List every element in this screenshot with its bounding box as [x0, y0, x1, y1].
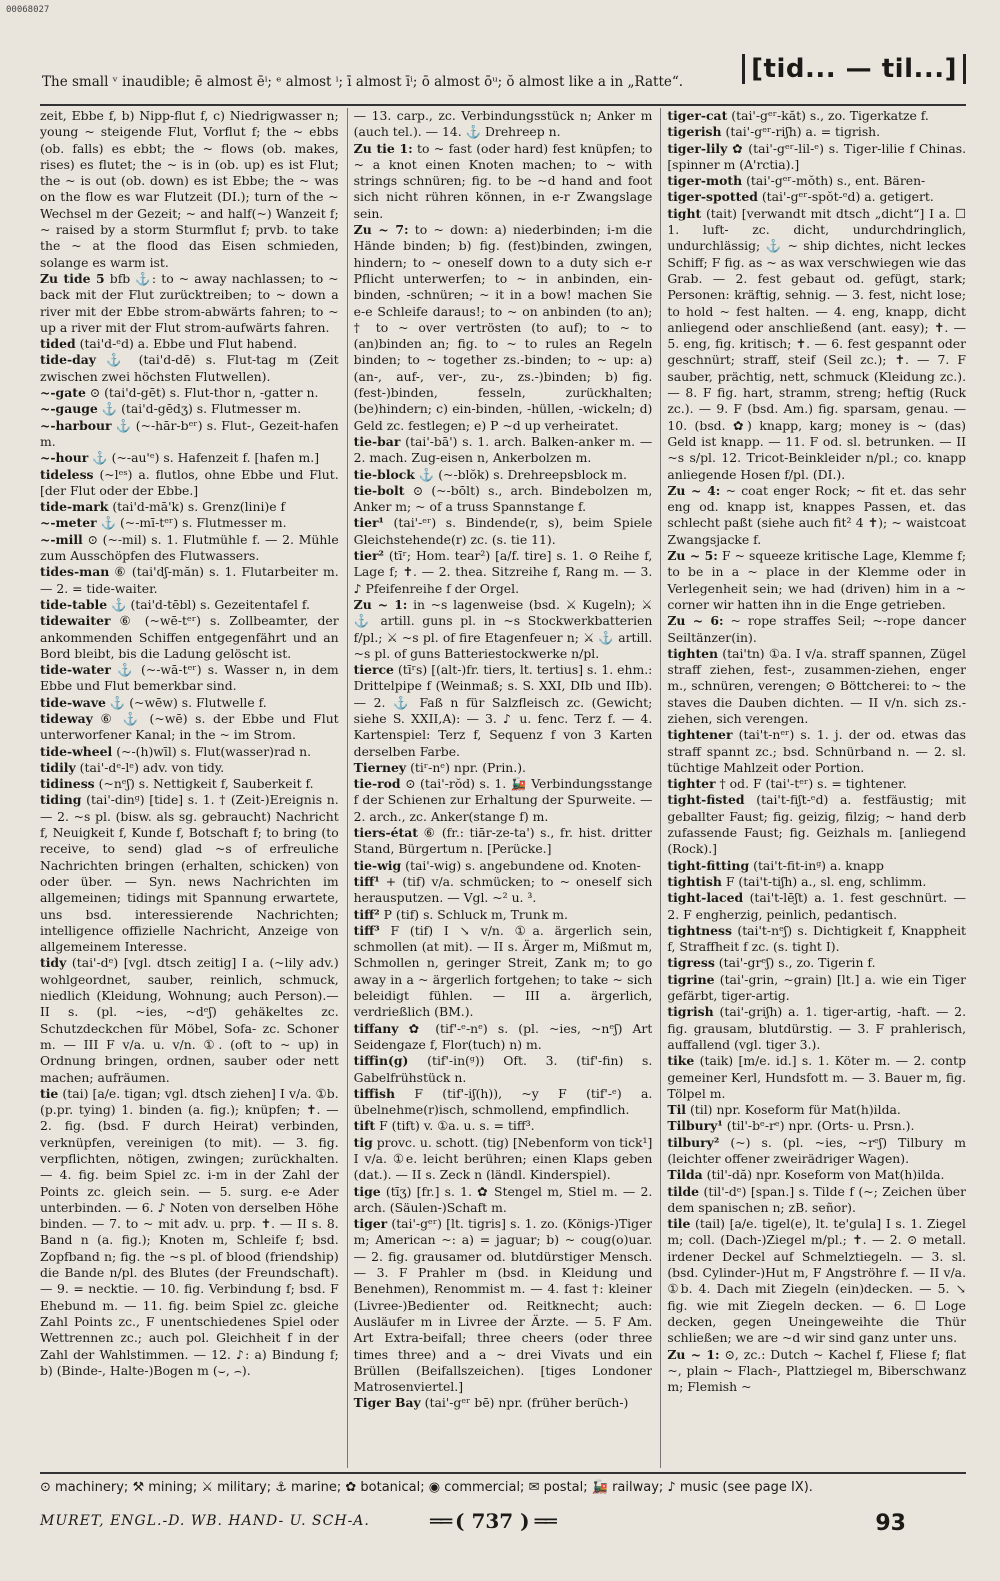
dictionary-entry	[40, 695, 339, 711]
entry-definition: F (tif) I ↘ v/n. ①a. ärgerlich sein, schmollen (at mit). — II s. Ärger m, Mißmut m, Schmollen n, geringer Streit, Zank m; to go away in a ~ ärgerlich fortgehen; to take ~ sich beleidigt fühlen. — III a. ärgerlich, verdrießlich (BM.).	[353, 922, 653, 1020]
entry-definition: ⚓ (~-au'ᵉ) s. Hafenzeit f. [hafen m.]	[92, 450, 320, 466]
entry-headword: Tiger Bay	[353, 1395, 421, 1411]
dictionary-entry	[40, 450, 339, 466]
entry-headword: tiff²	[353, 906, 380, 922]
dictionary-entry	[40, 385, 339, 401]
entry-definition: (tīʳs) [(alt-)fr. tiers, lt. tertius] s. 1. ehm.: Drittelpipe f (Weinmaß; s. S. XXI, DIb und IIb). — 2. ⚓ Faß n für Salzfleisch zc. (Gewicht; siehe S. XXII,A): — 3. ♪ u. fenc. Terz f. — 4. Kartenspiel: Terz f, Sequenz f von 3 Karten derselben Farbe.	[353, 662, 653, 759]
dictionary-entry	[667, 923, 966, 956]
entry-definition: (tai'-dinᵍ) [tide] s. 1. † (Zeit-)Ereignis n. — 2. ~s pl. (bisw. als sg. gebraucht) Nachricht f, Neuigkeit f, Kunde f, Botschaft f; to bring (to receive, to send) glad ~s of erfreuliche Nachrichten bringen (erhalten, schicken) von oder über. — Syn. news Nachrichten im allgemeinen; tidings mit Spannung erwartete, uns bsd. interessierende Nachrichten; intelligence offizielle Nachricht, Anzeige von allgemeinem Interesse.	[40, 792, 339, 955]
entry-headword: tie-bar	[353, 433, 401, 449]
entry-headword: tie-rod	[353, 776, 401, 792]
entry-definition: (tai't-nᵉʃ) s. Dichtigkeit f, Knappheit f, Straffheit f zc. (s. tight I).	[667, 922, 967, 955]
dictionary-entry	[667, 1216, 966, 1346]
dictionary-entry	[40, 564, 339, 597]
entry-headword: tidily	[40, 759, 76, 775]
entry-headword: tiffany	[353, 1020, 399, 1036]
entry-headword: tightener	[667, 727, 733, 743]
entry-headword: Tilda	[667, 1167, 703, 1183]
entry-definition: (til) npr. Koseform für Mat(h)ilda.	[689, 1102, 901, 1118]
entry-definition: (tīʳ; Hom. tear²) [a/f. tire] s. 1. ⊙ Reihe f, Lage f; ✝. — 2. thea. Sitzreihe f, Rang m. — 3. ♪ Pfeifenreihe f der Orgel.	[353, 548, 653, 596]
entry-headword: tig	[353, 1134, 373, 1150]
entry-definition: (~-(h)wīl) s. Flut(wasser)rad n.	[116, 743, 312, 759]
dictionary-entry	[40, 711, 339, 744]
dictionary-entry	[667, 874, 966, 890]
entry-headword: Zu ~ 1:	[353, 596, 408, 612]
entry-headword: tide-day	[40, 352, 97, 368]
dictionary-entry	[667, 1347, 966, 1396]
entry-headword: tiffin(g)	[353, 1053, 409, 1069]
entry-headword: tigrish	[667, 1004, 714, 1020]
entry-headword: tight-fisted	[667, 792, 745, 808]
entry-definition: ⑥ (~wē-tᵉʳ) s. Zollbeamter, der ankommenden Schiffen entgegenfährt und an Bord bleibt, bis die Ladung gelöscht ist.	[40, 613, 339, 661]
dictionary-entry	[667, 613, 966, 646]
entry-definition: (~nᵉʃ) s. Nettigkeit f, Sauberkeit f.	[98, 776, 314, 792]
entry-definition: † od. F (tai'-tᵉʳ) s. = tightener.	[719, 776, 907, 792]
dictionary-entry	[354, 548, 653, 597]
dictionary-entry	[667, 548, 966, 613]
dictionary-entry	[354, 1118, 653, 1134]
dictionary-entry	[354, 776, 653, 825]
dictionary-entry	[667, 173, 966, 189]
entry-definition: (tai) [a/e. tigan; vgl. dtsch ziehen] I v/a. ①b. (p.pr. tying) 1. binden (a. fig.); knüpfen; ✝. — 2. fig. (bsd. F durch Heirat) verbinden, verknüpfen, vereinigen (to mit). — 3. fig. verpflichten, nötigen, zwingen; zurückhalten. — 4. fig. beim Spiel zc. i-m in der Zahl der Points zc. gleich sein. — 5. surg. e-e Ader unterbinden. — 6. ♪ Noten von derselben Höhe binden. — 7. to ~ mit adv. u. prp. ✝. — II s. 8. Band n (a. fig.); Knoten m, Schleife f; bsd. Zopfband n; fig. the ~s pl. of blood (friendship) die Bande n/pl. des Blutes (der Freundschaft). — 9. = necktie. — 10. fig. Verbindung f; bsd. F Ehebund m. — 11. fig. beim Spiel zc. gleiche Zahl Points zc., F unentschiedenes Spiel oder Wettrennen zc.; auch pol. Gleichheit f in der Zahl der Wahlstimmen. — 12. ♪: a) Bindung f; b) (Binde-, Halte-)Bogen m (⌣, ⌢).	[40, 1085, 339, 1378]
dictionary-entry	[40, 760, 339, 776]
entry-headword: tiger-spotted	[667, 189, 758, 205]
entry-headword: tight-fitting	[667, 857, 750, 873]
entry-definition: (tai'-dᵉ-lᵉ) adv. von tidy.	[79, 759, 225, 775]
entry-definition: (tai't-nᵉʳ) s. 1. j. der od. etwas das straff spannt zc.; bsd. Schnürband n. — 2. sl. tüchtige Mahlzeit oder Portion.	[667, 727, 967, 775]
entry-definition: (tai't-fiʃt-ᵉd) a. festfäustig; mit geballter Faust; fig. geizig, filzig; ~ hand derb zufassende Faust; fig. Geizhals m. [anliegend (Rock).]	[667, 792, 967, 857]
entry-definition: (tai'-wig) s. angebundene od. Knoten-	[405, 857, 641, 873]
entry-headword: tided	[40, 336, 76, 352]
entry-definition: provc. u. schott. (tig) [Nebenform von tick¹] I v/a. ①e. leicht berühren; einen Klaps geben (dat.). — II s. Zeck n (ländl. Kinderspiel).	[353, 1134, 653, 1183]
dictionary-entry	[354, 760, 653, 776]
dictionary-entry	[354, 1184, 653, 1217]
entry-definition: (tiʳ-nᵉ) npr. (Prin.).	[410, 759, 526, 775]
entry-definition: zeit, Ebbe f, b) Nipp-flut f, c) Niedrigwasser n; young ~ steigende Flut, Vorflut f; the ~ ebbs (ob. falls) es ebbt; the ~ flows (ob. makes, rises) es flutet; the ~ is in (ob. up) es ist Flut; the ~ is out (ob. down) es ist Ebbe; the ~ was on the flow es war Flutzeit (DI.); turn of the ~ Wechsel m der Gezeit; ~ and half(~) Wanzeit f; ~ raised by a storm Sturmflut f; prvb. to take the ~ at the flood das Eisen schmieden, solange es warm ist.	[40, 108, 339, 270]
entry-definition: (tai'-gᵉʳ-spŏt-ᵉd) a. getigert.	[761, 189, 934, 205]
entry-headword: tike	[667, 1053, 695, 1069]
dictionary-entry	[40, 744, 339, 760]
entry-definition: ⊙ (~-mil) s. 1. Flutmühle f. — 2. Mühle zum Ausschöpfen des Flutwassers.	[40, 531, 339, 564]
entry-headword: Tierney	[353, 759, 407, 775]
entry-headword: tightness	[667, 922, 733, 938]
entry-definition: ⚓ (~-mī-tᵉʳ) s. Flutmesser m.	[100, 515, 287, 531]
page-number: ══ ( 737 ) ══	[430, 1509, 555, 1533]
dictionary-entry	[40, 776, 339, 792]
entry-definition: ⚓ (~wēw) s. Flutwelle f.	[109, 694, 267, 710]
dictionary-entry	[667, 1184, 966, 1217]
entry-definition: ⊙, zc.: Dutch ~ Kachel f, Fliese f; flat ~, plain ~ Flach-, Plattziegel m, Biberschwanz m; Flemish ~	[667, 1346, 967, 1395]
entry-headword: Zu ~ 5:	[667, 548, 718, 564]
entry-headword: tides-man	[40, 564, 110, 580]
entry-headword: tigerish	[667, 124, 722, 140]
dictionary-entry	[40, 662, 339, 695]
entry-definition: (tai'-gᵉʳ-riʃh) a. = tigrish.	[725, 124, 881, 140]
entry-definition: ~ rope straffes Seil; ~-rope dancer Seiltänzer(in).	[667, 613, 966, 645]
entry-headword: tier¹	[353, 515, 384, 531]
entry-definition: ✿ (tai'-gᵉʳ-lil-ᵉ) s. Tiger-lilie f Chinas. [spinner m (A'rctia).]	[667, 140, 967, 172]
dictionary-entry	[354, 1135, 653, 1184]
page-number-text: ( 737 )	[455, 1509, 530, 1533]
dictionary-entry	[667, 124, 966, 140]
entry-definition: (tai'd-mā'k) s. Grenz(lini)e f	[112, 499, 286, 515]
dictionary-entry	[40, 532, 339, 565]
dictionary-entry	[667, 1004, 966, 1053]
entry-definition: in ~s lagenweise (bsd. ⚔ Kugeln); ⚔ ⚓ artill. guns pl. in ~s Stockwerkbatterien f/pl.; ⚔ ~s pl. of fire Etagenfeuer n; ⚔ ⚓ artill. ~s pl. of guns Batteriestockwerke n/pl.	[353, 596, 653, 661]
dictionary-entry	[40, 792, 339, 955]
entry-headword: tilde	[667, 1183, 700, 1199]
entry-headword: Zu ~ 4:	[667, 482, 721, 498]
entry-definition: (tai'-gᵉʳ-kăt) s., zo. Tigerkatze f.	[731, 108, 929, 123]
entry-headword: tide-water	[40, 662, 111, 678]
dictionary-entry	[354, 907, 653, 923]
entry-definition: (tai'-grin, ~grain) [lt.] a. wie ein Tiger gefärbt, tiger-artig.	[667, 971, 966, 1004]
entry-definition: (tīʒ) [fr.] s. 1. ✿ Stengel m, Stiel m. — 2. arch. (Säulen-)Schaft m.	[353, 1183, 653, 1215]
entry-definition: ⚓ (~-wā-tᵉʳ) s. Wasser n, in dem Ebbe und Flut bemerkbar sind.	[40, 662, 339, 694]
entry-headword: tiff¹	[353, 873, 380, 889]
entry-headword: tige	[353, 1183, 381, 1199]
entry-headword: ~-gate	[40, 385, 86, 401]
dictionary-entry	[354, 1021, 653, 1054]
entry-definition: P (tif) s. Schluck m, Trunk m.	[383, 906, 568, 922]
entry-headword: ~-mill	[40, 531, 83, 547]
page-footer	[40, 1472, 966, 1545]
dictionary-entry	[40, 1086, 339, 1379]
entry-definition: to ~ down: a) niederbinden; i-m die Hände binden; b) fig. (fest)binden, zwingen, hindern; to ~ oneself down to a duty sich e-r Pflicht unterwerfen; to ~ in anbinden, ein-binden, -schnüren; ~ it in a bow! machen Sie e-e Schleife daraus!; to ~ on anbinden (to an); † to ~ over vertrösten (to auf); to ~ to (an)binden an; fig. to ~ to rules an Regeln binden; to ~ together zs.-binden; to ~ up: a) (an-, auf-, ver-, zu-, zs.-)binden; b) fig. (fest-)binden, fesseln, zurückhalten; (be)hindern; c) ein-binden, -hüllen, -wickeln; d) Geld zc. festlegen; e) P ~d up verheiratet.	[353, 222, 653, 433]
entry-definition: (tai'd-ᵉd) a. Ebbe und Flut habend.	[79, 336, 298, 352]
dictionary-entry	[40, 108, 339, 271]
page-header	[40, 52, 966, 106]
entry-headword: Tilbury¹	[667, 1118, 723, 1134]
dictionary-entry	[40, 597, 339, 613]
dictionary-entry	[667, 1102, 966, 1118]
entry-headword: tiger	[353, 1216, 388, 1232]
entry-definition: F (tift) v. ①a. u. s. = tiff³.	[379, 1118, 535, 1134]
dictionary-entry	[40, 352, 339, 385]
entry-definition: ⚓ (~-blŏk) s. Drehreepsblock m.	[418, 466, 627, 482]
entry-definition: ⚓ (~-hār-bᵉʳ) s. Flut-, Gezeit-hafen m.	[40, 417, 339, 449]
dictionary-entry	[667, 955, 966, 971]
entry-definition: (~) s. (pl. ~ies, ~rᵉʃ) Tilbury m (leichter offener zweirädriger Wagen).	[667, 1134, 966, 1166]
entry-definition: (tai't-fit-inᵍ) a. knapp	[753, 857, 884, 873]
dictionary-entry	[667, 206, 966, 483]
entry-headword: tierce	[353, 662, 394, 678]
dictionary-entry	[40, 515, 339, 531]
entry-headword: tightish	[667, 873, 722, 889]
entry-definition: (~lᵉˢ) a. flutlos, ohne Ebbe und Flut. [der Flut oder der Ebbe.]	[40, 466, 339, 498]
dictionary-entry	[40, 467, 339, 500]
dictionary-entry	[667, 776, 966, 792]
entry-definition: F ~ squeeze kritische Lage, Klemme f; to be in a ~ place in der Klemme oder in Verlegenheit sein; we had (driven) him in a ~ corner wir hatten ihn in die Enge getrieben.	[667, 548, 967, 612]
dictionary-entry	[354, 108, 653, 141]
entry-headword: tidewaiter	[40, 613, 111, 629]
dictionary-entry	[667, 890, 966, 923]
dictionary-entry	[667, 108, 966, 124]
entry-headword: tigrine	[667, 971, 715, 987]
dictionary-entry	[667, 483, 966, 548]
dictionary-entry	[667, 972, 966, 1005]
entry-definition: (tai'-ᵉʳ) s. Bindende(r, s), beim Spiele Gleichstehende(r) zc. (s. tie 11).	[353, 515, 653, 547]
entry-definition: to ~ fast (oder hard) fest knüpfen; to ~ a knot einen Knoten machen; to ~ with strings schnüren; fig. to be ~d hand and foot sich nicht rühren können, in e-r Zwangslage sein.	[353, 140, 653, 221]
dictionary-entry	[354, 825, 653, 858]
entry-headword: tighten	[667, 645, 719, 661]
entry-definition: ~ coat enger Rock; ~ fit et. das sehr eng od. knapp ist, knappes Passen, et. das schlecht paßt (siehe auch fit² 4 ✝); ~ waistcoat Zwangsjacke f.	[667, 482, 967, 547]
dictionary-entry	[354, 1053, 653, 1086]
column-left	[40, 108, 339, 1468]
entry-definition: + (tif) v/a. schmücken; to ~ oneself sich herausputzen. — Vgl. ~² u. ³.	[353, 873, 653, 906]
entry-definition: ✿ (tif'-ᵉ-nᵉ) s. (pl. ~ies, ~nᵉʃ) Art Seidengaze f, Flor(tuch) n) m.	[353, 1020, 653, 1052]
dictionary-entry	[40, 418, 339, 451]
scan-id: 00068027	[6, 5, 50, 15]
entry-headword: tide-table	[40, 596, 108, 612]
dictionary-entry	[354, 467, 653, 483]
dictionary-entry	[667, 1167, 966, 1183]
dictionary-entry	[667, 1135, 966, 1168]
dictionary-entry	[354, 597, 653, 662]
entry-headword: tile	[667, 1216, 691, 1232]
dictionary-entry	[667, 189, 966, 205]
sheet-number: 93	[875, 1511, 906, 1536]
entry-definition: (tai't-lēʃt) a. 1. fest geschnürt. — 2. F engherzig, peinlich, pedantisch.	[667, 890, 966, 922]
column-middle	[347, 108, 653, 1468]
entry-definition: (tai'-bā') s. 1. arch. Balken-anker m. — 2. mach. Zug-eisen n, Ankerbolzen m.	[353, 433, 653, 466]
entry-headword: tilbury²	[667, 1134, 720, 1150]
entry-headword: tight-laced	[667, 890, 744, 906]
entry-headword: tiers-état	[353, 825, 418, 841]
entry-definition: ⑥ ⚓ (~wē) s. der Ebbe und Flut unterworfener Kanal; in the ~ im Strom.	[40, 710, 339, 743]
entry-headword: Til	[667, 1102, 686, 1118]
entry-definition: (tai'-gᵉʳ bē) npr. (früher berüch-)	[424, 1395, 629, 1411]
pronunciation-key: The small ᵛ inaudible; ē almost ēⁱ; ᵉ almost ⁱ; ī almost īⁱ; ō almost ōᵘ; ŏ almost like a in „Ratte“.	[42, 74, 684, 90]
entry-headword: tidy	[40, 955, 67, 971]
entry-headword: tie	[40, 1085, 59, 1101]
entry-headword: tighter	[667, 776, 716, 792]
dictionary-entry	[667, 646, 966, 727]
entry-headword: tiger-lily	[667, 140, 728, 156]
dictionary-entry	[354, 1086, 653, 1119]
entry-headword: tie-bolt	[353, 482, 405, 498]
entry-definition: (tif'-in(ᵍ)) Oft. 3. (tif'-fin) s. Gabelfrühstück n.	[353, 1053, 653, 1085]
entry-headword: Zu ~ 7:	[353, 222, 409, 238]
entry-definition: ⑥ (tai'dʃ-măn) s. 1. Flutarbeiter m. — 2. = tide-waiter.	[40, 564, 339, 596]
dictionary-entry	[354, 434, 653, 467]
dictionary-entry	[354, 141, 653, 222]
entry-headword: tideless	[40, 466, 94, 482]
dictionary-entry	[354, 515, 653, 548]
entry-headword: tight	[667, 205, 702, 221]
entry-definition: ⊙ (tai'd-gēt) s. Flut-thor n, -gatter n.	[89, 385, 319, 401]
entry-definition: F (tif'-iʃ(h)), ~y F (tif'-ᵉ) a. übelnehme(r)isch, schmollend, empfindlich.	[353, 1085, 653, 1118]
dictionary-entry	[667, 792, 966, 857]
entry-definition: ⊙ (~-bōlt) s., arch. Bindebolzen m, Anker m; ~ of a truss Spannstange f.	[353, 482, 653, 515]
entry-definition: — 13. carp., zc. Verbindungsstück n; Anker m (auch tel.). — 14. ⚓ Drehreep n.	[353, 108, 653, 140]
entry-definition: F (tai't-tiʃh) a., sl. eng, schlimm.	[725, 873, 927, 889]
dictionary-entry	[354, 874, 653, 907]
dictionary-entry	[40, 955, 339, 1085]
entry-headword: tide-wheel	[40, 743, 113, 759]
entry-definition: (tai'-gᵉʳ-mŏth) s., ent. Bären-	[746, 173, 926, 189]
entry-headword: ~-hour	[40, 450, 89, 466]
dictionary-entry	[354, 923, 653, 1021]
guide-words: [tid... — til...]	[742, 54, 966, 84]
dictionary-entry	[667, 1053, 966, 1102]
entry-definition: (tai'-gᵉʳ) [lt. tigris] s. 1. zo. (Königs-)Tiger m; American ~: a) = jaguar; b) ~ coug(o)uar. — 2. fig. grausamer od. blutdürstiger Mensch. — 3. F Prahler m (bsd. in Kleidung und Benehmen), Renommist m. — 4. fast †: kleiner (Livree-)Bedienter od. Reitknecht; auch: Ausläufer m in Livree der Ärzte. — 5. F Am. Art Extra-beifall; three cheers (oder three times three) and a ~ drei Vivats und ein Brüllen (Beifallszeichen). [tiges Londoner Matrosenviertel.]	[353, 1216, 653, 1395]
entry-headword: tide-wave	[40, 694, 106, 710]
entry-headword: tiger-moth	[667, 173, 743, 189]
entry-definition: (tai'-dᵉ) [vgl. dtsch zeitig] I a. (~lily adv.) wohlgeordnet, sauber, reinlich, schmuck, niedlich (Kleidung, Wohnung; auch Person).— II s. (pl. ~ies, ~dᵉʃ) gehäkeltes zc. Schutzdeckchen für Möbel, Sofa- zc. Schoner m. — III F v/a. u. v/n. ①. (oft to ~ up) in Ordnung bringen, ordnen, sauber oder nett machen; aufräumen.	[40, 955, 339, 1085]
dictionary-page	[40, 52, 966, 1557]
entry-definition: ⚓ (tai'd-tēbl) s. Gezeitentafel f.	[111, 596, 310, 612]
entry-headword: tigress	[667, 955, 715, 971]
entry-definition: (tai'-griʃh) a. 1. tiger-artig, -haft. — 2. fig. grausam, blutdürstig. — 3. F prahlerisch, auffallend (vgl. tiger 3.).	[667, 1004, 967, 1052]
entry-definition: (taik) [m/e. id.] s. 1. Köter m. — 2. contp gemeiner Kerl, Hundsfott m. — 3. Bauer m, fig. Tölpel m.	[667, 1053, 967, 1101]
entry-definition: (til'-dᵉ) [span.] s. Tilde f (~; Zeichen über dem spanischen n; zB. señor).	[667, 1183, 967, 1215]
dictionary-entry	[354, 662, 653, 760]
entry-headword: ~-gauge	[40, 401, 98, 417]
entry-headword: Zu ~ 6:	[667, 613, 724, 629]
entry-headword: tiding	[40, 792, 82, 808]
entry-headword: Zu tie 1:	[353, 140, 413, 156]
entry-headword: tier²	[353, 548, 384, 564]
symbol-legend: ⊙ machinery; ⚒ mining; ⚔ military; ⚓ marine; ✿ botanical; ◉ commercial; ✉ postal; 🚂 railway; ♪ music (see page IX).	[40, 1480, 813, 1495]
dictionary-entry	[354, 858, 653, 874]
column-right	[660, 108, 966, 1468]
entry-definition: (tail) [a/e. tigel(e), lt. te'gula] I s. 1. Ziegel m; coll. (Dach-)Ziegel m/pl.; ✝. — 2. ⊙ metall. irdener Deckel auf Schmelztiegeln. — 3. sl. (bsd. Cylinder-)Hut m, F Angströhre f. — II v/a. ①b. 4. Dach mit Ziegeln (ein)decken. — 5. ↘ fig. wie mit Ziegeln decken. — 6. ☐ Loge decken, gegen Uneingeweihte die Thür schließen; we are ~d wir sind ganz unter uns.	[667, 1216, 967, 1346]
entry-headword: tiff³	[353, 922, 380, 938]
entry-headword: tideway	[40, 710, 93, 726]
entry-headword: tie-block	[353, 466, 415, 482]
dictionary-entry	[667, 1118, 966, 1134]
entry-columns	[40, 108, 966, 1468]
entry-definition: (tait) [verwandt mit dtsch „dicht“] I a. ☐ 1. luft- zc. dicht, undurchdringlich, undurchlässig; ⚓ ~ ship dichtes, nicht leckes Schiff; F fig. as ~ as wax verschwiegen wie das Grab. — 2. fest gebaut od. gefügt, stark; Personen: kräftig, sehnig. — 3. fest, nicht lose; to hold ~ fest halten. — 4. eng, knapp, dicht anliegend oder anschließend (ant. easy); ✝. — 5. eng, fig. kritisch; ✝. — 6. fest gespannt oder geschnürt; straff, steif (Seil zc.); ✝. — 7. F sauber, prächtig, nett, schmuck (Kleidung zc.). — 8. F fig. hart, stramm, streng; heftig (Ruck zc.). — 9. F (bsd. Am.) fig. sparsam, genau. — 10. (bsd. ✿) knapp, karg; money is ~ (das) Geld ist knapp. — 11. F od. sl. betrunken. — II ~s s/pl. 12. Tricot-Beinkleider n/pl.; co. knapp anliegende Hosen f/pl. (DI.).	[667, 205, 967, 482]
entry-definition: (til'-dă) npr. Koseform von Mat(h)ilda.	[706, 1167, 945, 1183]
entry-headword: tiffish	[353, 1085, 395, 1101]
dictionary-entry	[354, 222, 653, 434]
dictionary-entry	[40, 401, 339, 417]
dictionary-entry	[667, 858, 966, 874]
dictionary-entry	[354, 483, 653, 516]
entry-definition: (tai'-grᵉʃ) s., zo. Tigerin f.	[718, 955, 876, 971]
entry-headword: tide-mark	[40, 499, 109, 515]
entry-definition: ⚓ (tai'd-gēdʒ) s. Flutmesser m.	[101, 401, 302, 417]
dictionary-entry	[40, 499, 339, 515]
entry-headword: Zu tide 5	[40, 270, 105, 286]
dictionary-entry	[667, 141, 966, 174]
entry-definition: (tai'tn) ①a. I v/a. straff spannen, Zügel straff ziehen, fest-, zusammen-ziehen, enger m., schnüren, verengen; ⊙ Böttcherei: to ~ the staves die Dauben dichten. — II v/n. sich zs.-ziehen, sich verengen.	[667, 645, 967, 726]
dictionary-entry	[40, 336, 339, 352]
dictionary-entry	[40, 271, 339, 336]
dictionary-entry	[354, 1395, 653, 1411]
entry-headword: ~-harbour	[40, 417, 112, 433]
entry-definition: (til'-bᵉ-rᵉ) npr. (Orts- u. Prsn.).	[726, 1118, 915, 1134]
entry-headword: ~-meter	[40, 515, 97, 531]
entry-definition: bfb ⚓: to ~ away nachlassen; to ~ back mit der Flut zurücktreiben; to ~ down a river mit der Ebbe strom-abwärts fahren; to ~ up a river mit der Flut strom-aufwärts fahren.	[40, 270, 339, 335]
entry-headword: tie-wig	[353, 857, 402, 873]
imprint-line	[40, 1505, 966, 1545]
entry-headword: Zu ~ 1:	[667, 1346, 720, 1362]
dictionary-entry	[40, 613, 339, 662]
entry-definition: ⚓ (tai'd-dē) s. Flut-tag m (Zeit zwischen zwei höchsten Flutwellen).	[40, 352, 339, 384]
dictionary-entry	[354, 1216, 653, 1395]
entry-headword: tidiness	[40, 776, 95, 792]
entry-headword: tift	[353, 1118, 376, 1134]
entry-definition: ⊙ (tai'-rŏd) s. 1. 🚂 Verbindungsstange f der Schienen zur Erhaltung der Spurweite. — 2. arch., zc. Anker(stange f) m.	[353, 776, 653, 824]
imprint: MURET, ENGL.-D. WB. HAND- U. SCH-A.	[40, 1513, 370, 1529]
dictionary-entry	[667, 727, 966, 776]
entry-definition: ⑥ (fr.: tiār-ze-ta') s., fr. hist. dritter Stand, Bürgertum n. [Perücke.]	[353, 825, 653, 857]
entry-headword: tiger-cat	[667, 108, 728, 123]
